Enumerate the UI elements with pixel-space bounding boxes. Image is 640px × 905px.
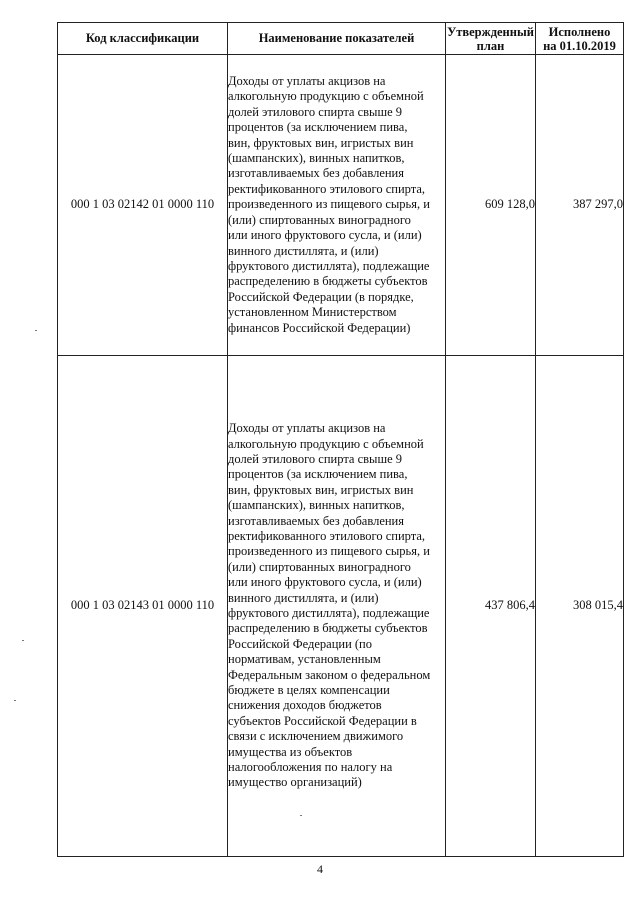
table-row bbox=[58, 55, 624, 356]
budget-table bbox=[57, 22, 624, 857]
header-plan-line2: план bbox=[476, 38, 505, 53]
header-done-line2: на 01.10.2019 bbox=[543, 38, 616, 53]
scan-speck bbox=[22, 640, 24, 641]
indicator-name: Доходы от уплаты акцизов на алкогольную продукцию с объемной долей этилового спирта свыше 9 процентов (за исключением пива, вин, фруктовых вин, игристых вин (шампанских), винных напитков, изготавливаемых без добавления ректификованного этилового спирта, произведенного из пищевого сырья, и (или) спиртованных виноградного или иного фруктового сусла, и (или) винного дистиллята, и (или) фруктового дистиллята), подлежащие распределению в бюджеты субъектов Российской Федерации (в порядке, установленном Министерством финансов Российской Федерации) bbox=[228, 55, 446, 356]
indicator-name: Доходы от уплаты акцизов на алкогольную продукцию с объемной долей этилового спирта свыше 9 процентов (за исключением пива, вин, фруктовых вин, игристых вин (шампанских), винных напитков, изготавливаемых без добавления ректификованного этилового спирта, произведенного из пищевого сырья, и (или) спиртованных виноградного или иного фруктового сусла, и (или) винного дистиллята, и (или) фруктового дистиллята), подлежащие распределению в бюджеты субъектов Российской Федерации (по нормативам, установленным Федеральным законом о федеральном бюджете в целях компенсации снижения доходов бюджетов субъектов Российской Федерации в связи с исключением движимого имущества из объектов налогообложения по налогу на имущество организаций) bbox=[228, 356, 446, 857]
header-done bbox=[536, 23, 624, 55]
executed-value: 308 015,4 bbox=[536, 356, 624, 857]
scan-speck bbox=[14, 700, 16, 701]
classification-code: 000 1 03 02143 01 0000 110 bbox=[58, 356, 228, 857]
classification-code: 000 1 03 02142 01 0000 110 bbox=[58, 55, 228, 356]
table-header-row bbox=[58, 23, 624, 55]
table-row bbox=[58, 356, 624, 857]
header-plan bbox=[446, 23, 536, 55]
page-number: 4 bbox=[317, 862, 323, 876]
header-done-line1: Исполнено bbox=[548, 24, 611, 39]
approved-plan-value: 437 806,4 bbox=[446, 356, 536, 857]
header-name: Наименование показателей bbox=[228, 23, 446, 55]
header-plan-line1: Утвержденный bbox=[447, 24, 534, 39]
scan-speck bbox=[35, 330, 37, 331]
executed-value: 387 297,0 bbox=[536, 55, 624, 356]
header-code: Код классификации bbox=[58, 23, 228, 55]
scan-speck bbox=[300, 815, 302, 816]
approved-plan-value: 609 128,0 bbox=[446, 55, 536, 356]
